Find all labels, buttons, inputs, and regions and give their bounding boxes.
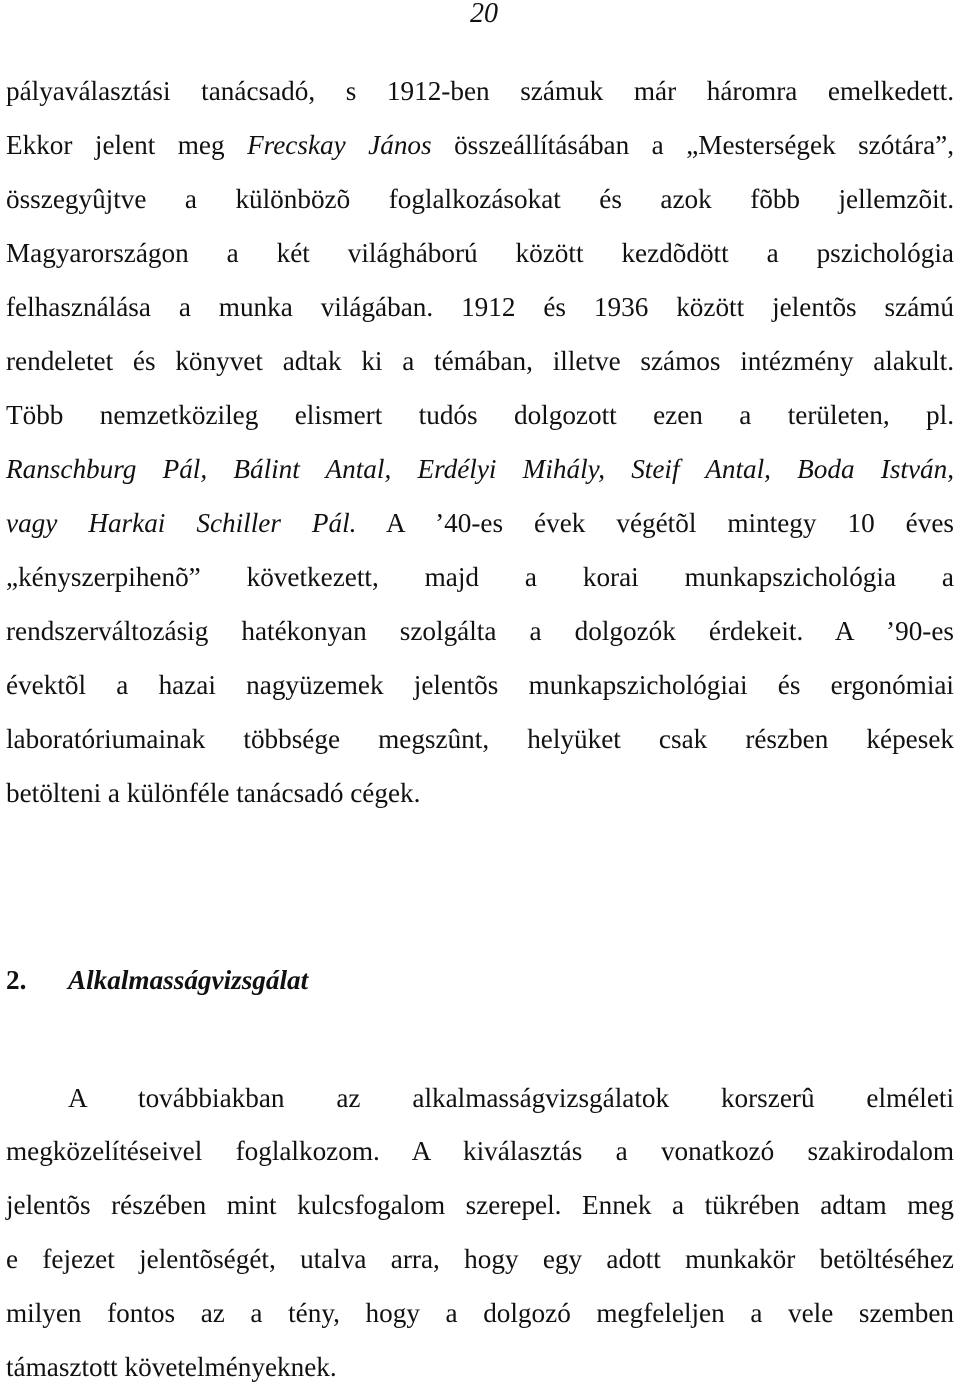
text-line: felhasználása a munka világában. 1912 és 1936 között jelentõs számú — [6, 292, 954, 322]
text-line-last: betölteni a különféle tanácsadó cégek. — [6, 778, 421, 808]
text-line: e fejezet jelentõségét, utalva arra, hogy egy adott munkakör betöltéséhez — [6, 1244, 954, 1274]
text-line: milyen fontos az a tény, hogy a dolgozó megfeleljen a vele szemben — [6, 1298, 954, 1328]
text-line — [6, 505, 954, 541]
text-line: laboratóriumainak többsége megszûnt, helyüket csak részben képesek — [6, 724, 954, 754]
page-number: 20 — [470, 0, 498, 29]
section-title: Alkalmasságvizsgálat — [68, 965, 309, 995]
text-line-italic — [6, 451, 954, 487]
text-line — [6, 127, 954, 163]
text-span: A ’40-es évek végétõl mintegy 10 éves — [356, 508, 954, 538]
text-line: évektõl a hazai nagyüzemek jelentõs munkapszichológiai és ergonómiai — [6, 670, 954, 700]
section-heading — [6, 962, 954, 998]
text-line: pályaválasztási tanácsadó, s 1912-ben számuk már háromra emelkedett. — [6, 76, 954, 106]
text-line: „kényszerpihenõ” következett, majd a korai munkapszichológia a — [6, 562, 954, 592]
text-line-indented: A továbbiakban az alkalmasságvizsgálatok korszerû elméleti — [68, 1083, 954, 1113]
text-line: jelentõs részében mint kulcsfogalom szerepel. Ennek a tükrében adtam meg — [6, 1190, 954, 1220]
text-line-last: támasztott követelményeknek. — [6, 1352, 337, 1382]
text-line: megközelítéseivel foglalkozom. A kiválasztás a vonatkozó szakirodalom — [6, 1136, 954, 1166]
text-span: Ekkor jelent meg — [6, 130, 248, 160]
text-span: összeállításában a „Mesterségek szótára”, — [431, 130, 954, 160]
text-line: Több nemzetközileg elismert tudós dolgozott ezen a területen, pl. — [6, 400, 954, 430]
section-number: 2. — [6, 965, 27, 995]
text-line: összegyûjtve a különbözõ foglalkozásokat és azok fõbb jellemzõit. — [6, 184, 954, 214]
names-italic: vagy Harkai Schiller Pál. — [6, 508, 357, 538]
author-name-italic: Frecskay János — [247, 130, 432, 160]
text-line: Magyarországon a két világháború között kezdõdött a pszichológia — [6, 238, 954, 268]
text-line: rendszerváltozásig hatékonyan szolgálta a dolgozók érdekeit. A ’90-es — [6, 616, 954, 646]
text-line: rendeletet és könyvet adtak ki a témában, illetve számos intézmény alakult. — [6, 346, 954, 376]
names-italic: Ranschburg Pál, Bálint Antal, Erdélyi Mihály, Steif Antal, Boda István, — [6, 454, 954, 484]
